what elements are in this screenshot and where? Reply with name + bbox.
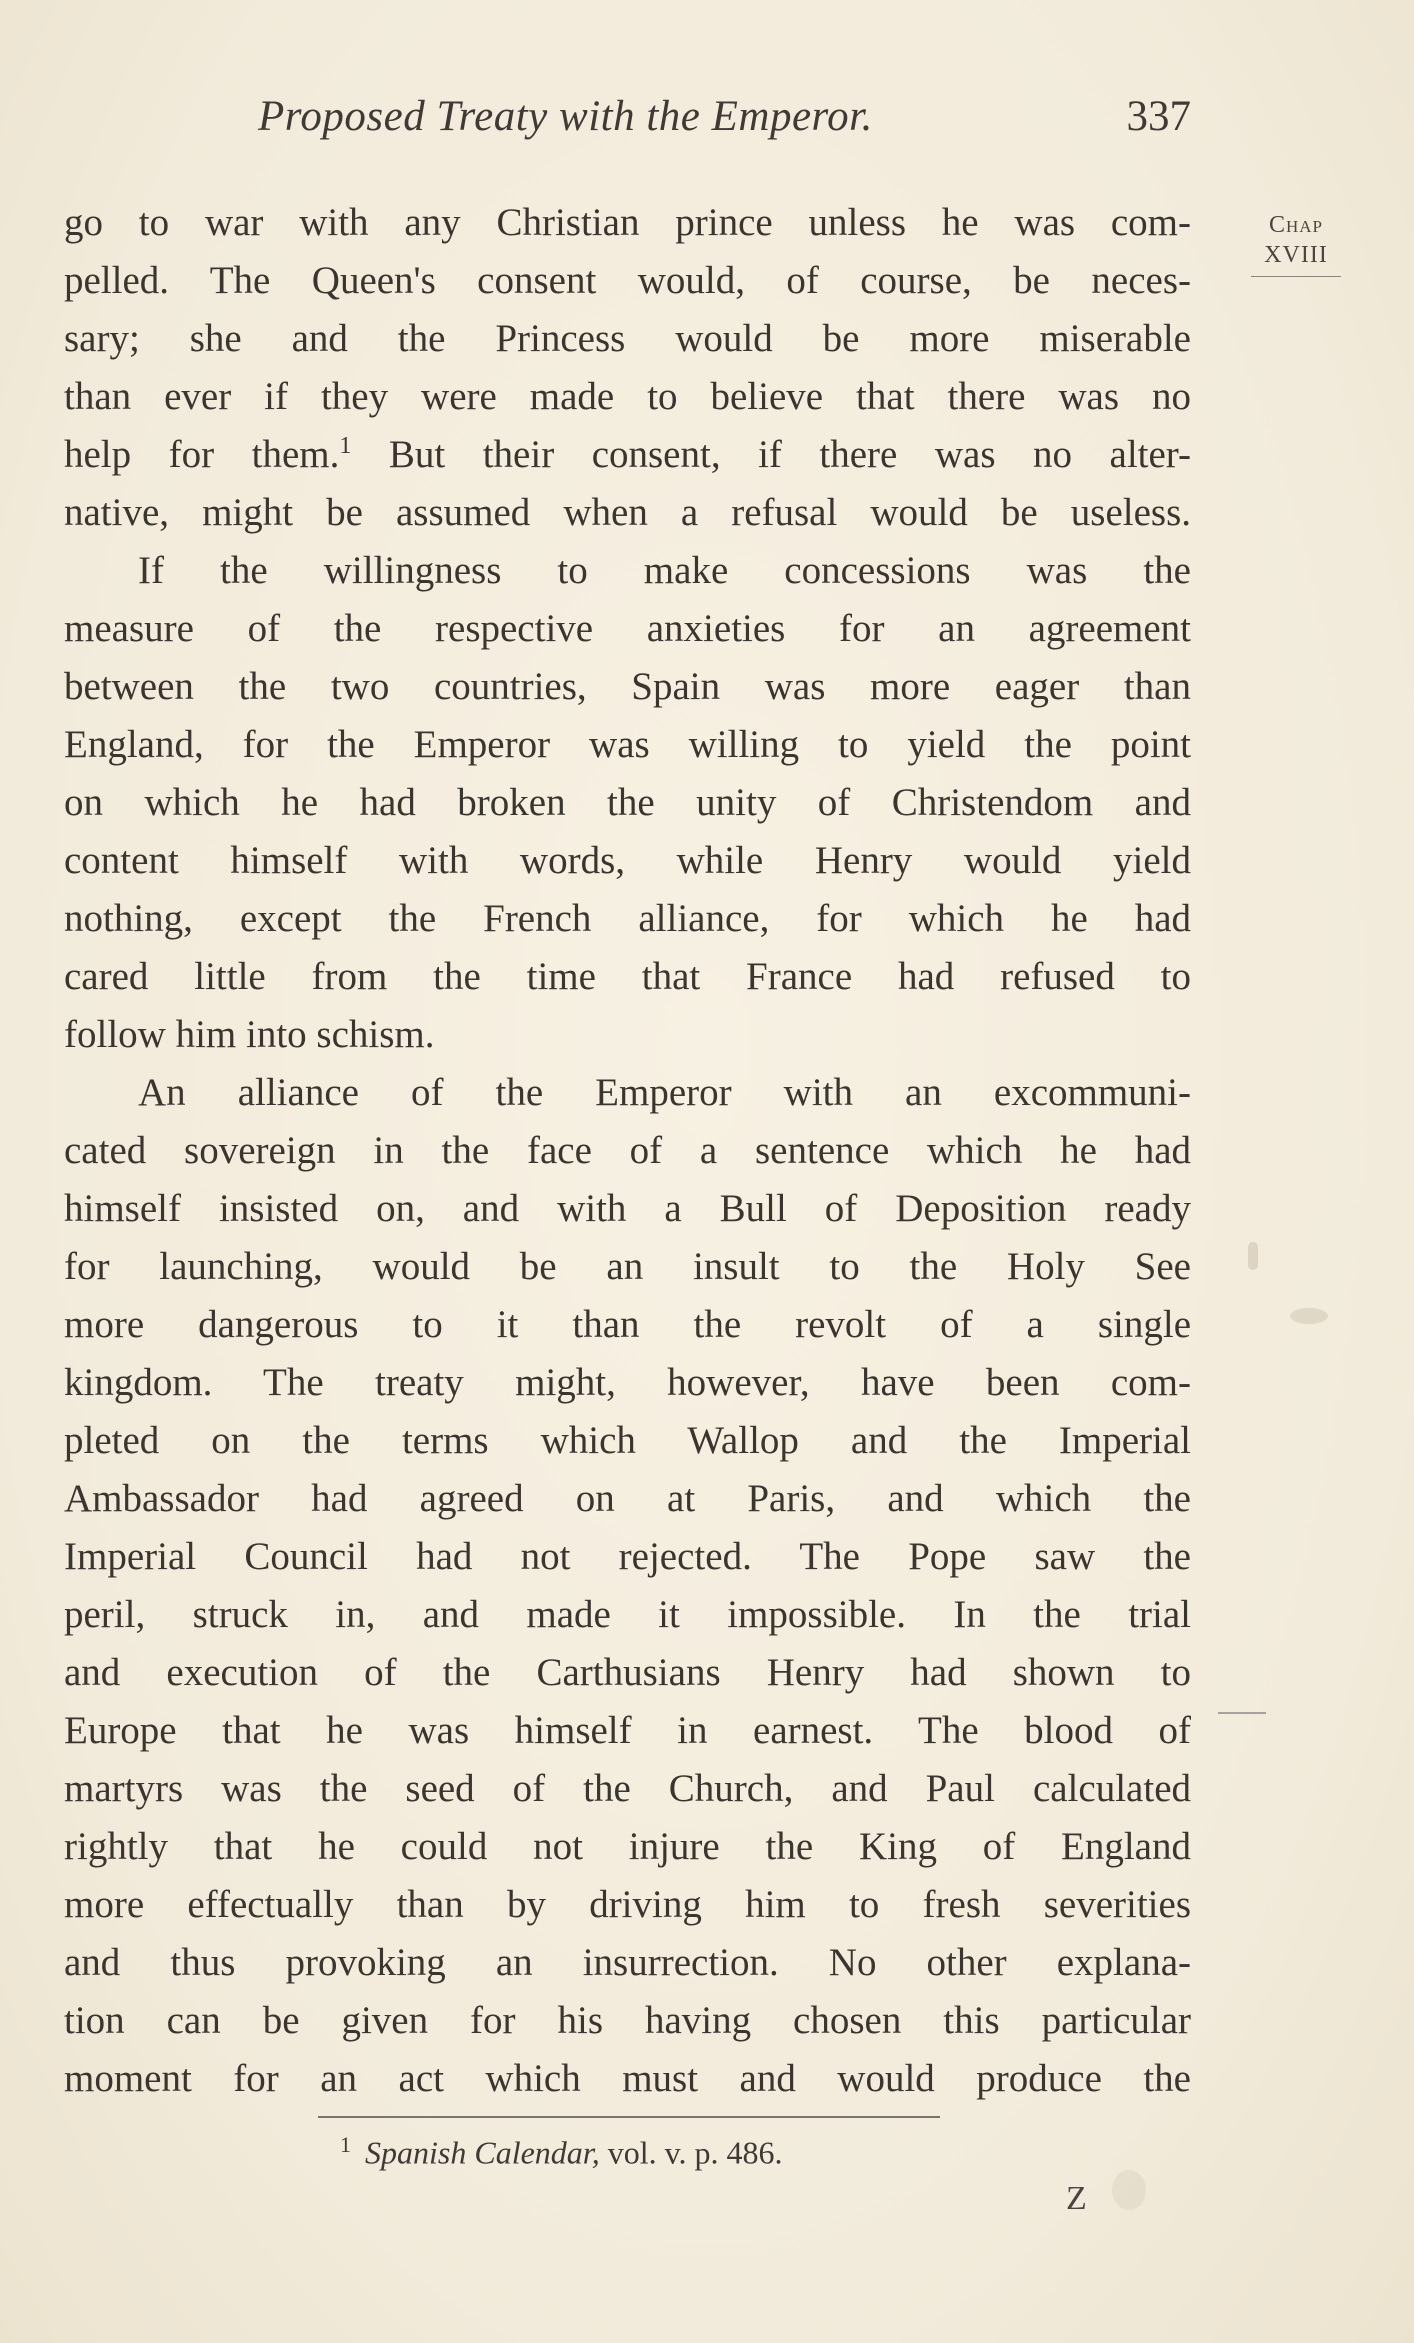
margin-rule [1251, 276, 1341, 277]
text-line: cated sovereign in the face of a sentence which he had [64, 1129, 1191, 1172]
text-line: go to war with any Christian prince unless he was com- [64, 201, 1191, 244]
footnote-mark: 1 [340, 2132, 351, 2157]
text-line: more dangerous to it than the revolt of a single [64, 1303, 1191, 1346]
text-line: tion can be given for his having chosen this particular [64, 1999, 1191, 2042]
margin-chapter-note [1246, 210, 1346, 277]
text-line: martyrs was the seed of the Church, and Paul calculated [64, 1767, 1191, 1810]
text-line: Ambassador had agreed on at Paris, and which the [64, 1477, 1191, 1520]
text-line: more effectually than by driving him to fresh severities [64, 1883, 1191, 1926]
footnote-reference[interactable]: 1 [339, 433, 352, 459]
text-line: moment for an act which must and would produce the [64, 2057, 1191, 2100]
margin-smudge-mark [1248, 1242, 1258, 1270]
page-number: 337 [1126, 93, 1191, 140]
text-line: and thus provoking an insurrection. No other explana- [64, 1941, 1191, 1984]
paragraph-start-line: If the willingness to make concessions was the [138, 549, 1191, 592]
footnote [340, 2132, 783, 2172]
text-line: rightly that he could not injure the King of England [64, 1825, 1191, 1868]
text-line: measure of the respective anxieties for an agreement [64, 607, 1191, 650]
paragraph-end-line: follow him into schism. [64, 1013, 435, 1056]
margin-chapter-number: XVIII [1264, 242, 1328, 268]
text-line: pelled. The Queen's consent would, of course, be neces- [64, 259, 1191, 302]
text-line: and execution of the Carthusians Henry had shown to [64, 1651, 1191, 1694]
text-segment: But their consent, if there was no alter- [388, 433, 1191, 476]
text-line-with-footnote [64, 426, 1191, 484]
margin-smudge-mark [1290, 1308, 1328, 1324]
footnote-source-title: Spanish Calendar, [365, 2134, 600, 2171]
text-line: peril, struck in, and made it impossible. In the trial [64, 1593, 1191, 1636]
text-line: kingdom. The treaty might, however, have been com- [64, 1361, 1191, 1404]
signature-mark: Z [1066, 2180, 1087, 2217]
page-stain [1112, 2170, 1146, 2210]
text-line: pleted on the terms which Wallop and the Imperial [64, 1419, 1191, 1462]
margin-dash-mark [1218, 1712, 1266, 1714]
running-title: Proposed Treaty with the Emperor. [258, 93, 873, 140]
text-line: Imperial Council had not rejected. The Pope saw the [64, 1535, 1191, 1578]
margin-chap-label: Chap [1268, 212, 1324, 238]
text-line: England, for the Emperor was willing to yield the point [64, 723, 1191, 766]
text-line: between the two countries, Spain was more eager than [64, 665, 1191, 708]
text-line: native, might be assumed when a refusal would be useless. [64, 491, 1191, 534]
paragraph-start-line: An alliance of the Emperor with an excommuni- [138, 1071, 1191, 1114]
text-line: himself insisted on, and with a Bull of Deposition ready [64, 1187, 1191, 1230]
text-line: Europe that he was himself in earnest. The blood of [64, 1709, 1191, 1752]
text-line: content himself with words, while Henry would yield [64, 839, 1191, 882]
text-segment: help for them. [64, 433, 340, 476]
text-line: than ever if they were made to believe that there was no [64, 375, 1191, 418]
text-line: sary; she and the Princess would be more miserable [64, 317, 1191, 360]
footnote-divider [318, 2116, 940, 2118]
running-head [258, 92, 1191, 152]
text-line: on which he had broken the unity of Christendom and [64, 781, 1191, 824]
footnote-citation: vol. v. p. 486. [607, 2134, 783, 2171]
text-line: cared little from the time that France had refused to [64, 955, 1191, 998]
body-text [64, 194, 1191, 2108]
text-line: nothing, except the French alliance, for which he had [64, 897, 1191, 940]
text-line: for launching, would be an insult to the Holy See [64, 1245, 1191, 1288]
